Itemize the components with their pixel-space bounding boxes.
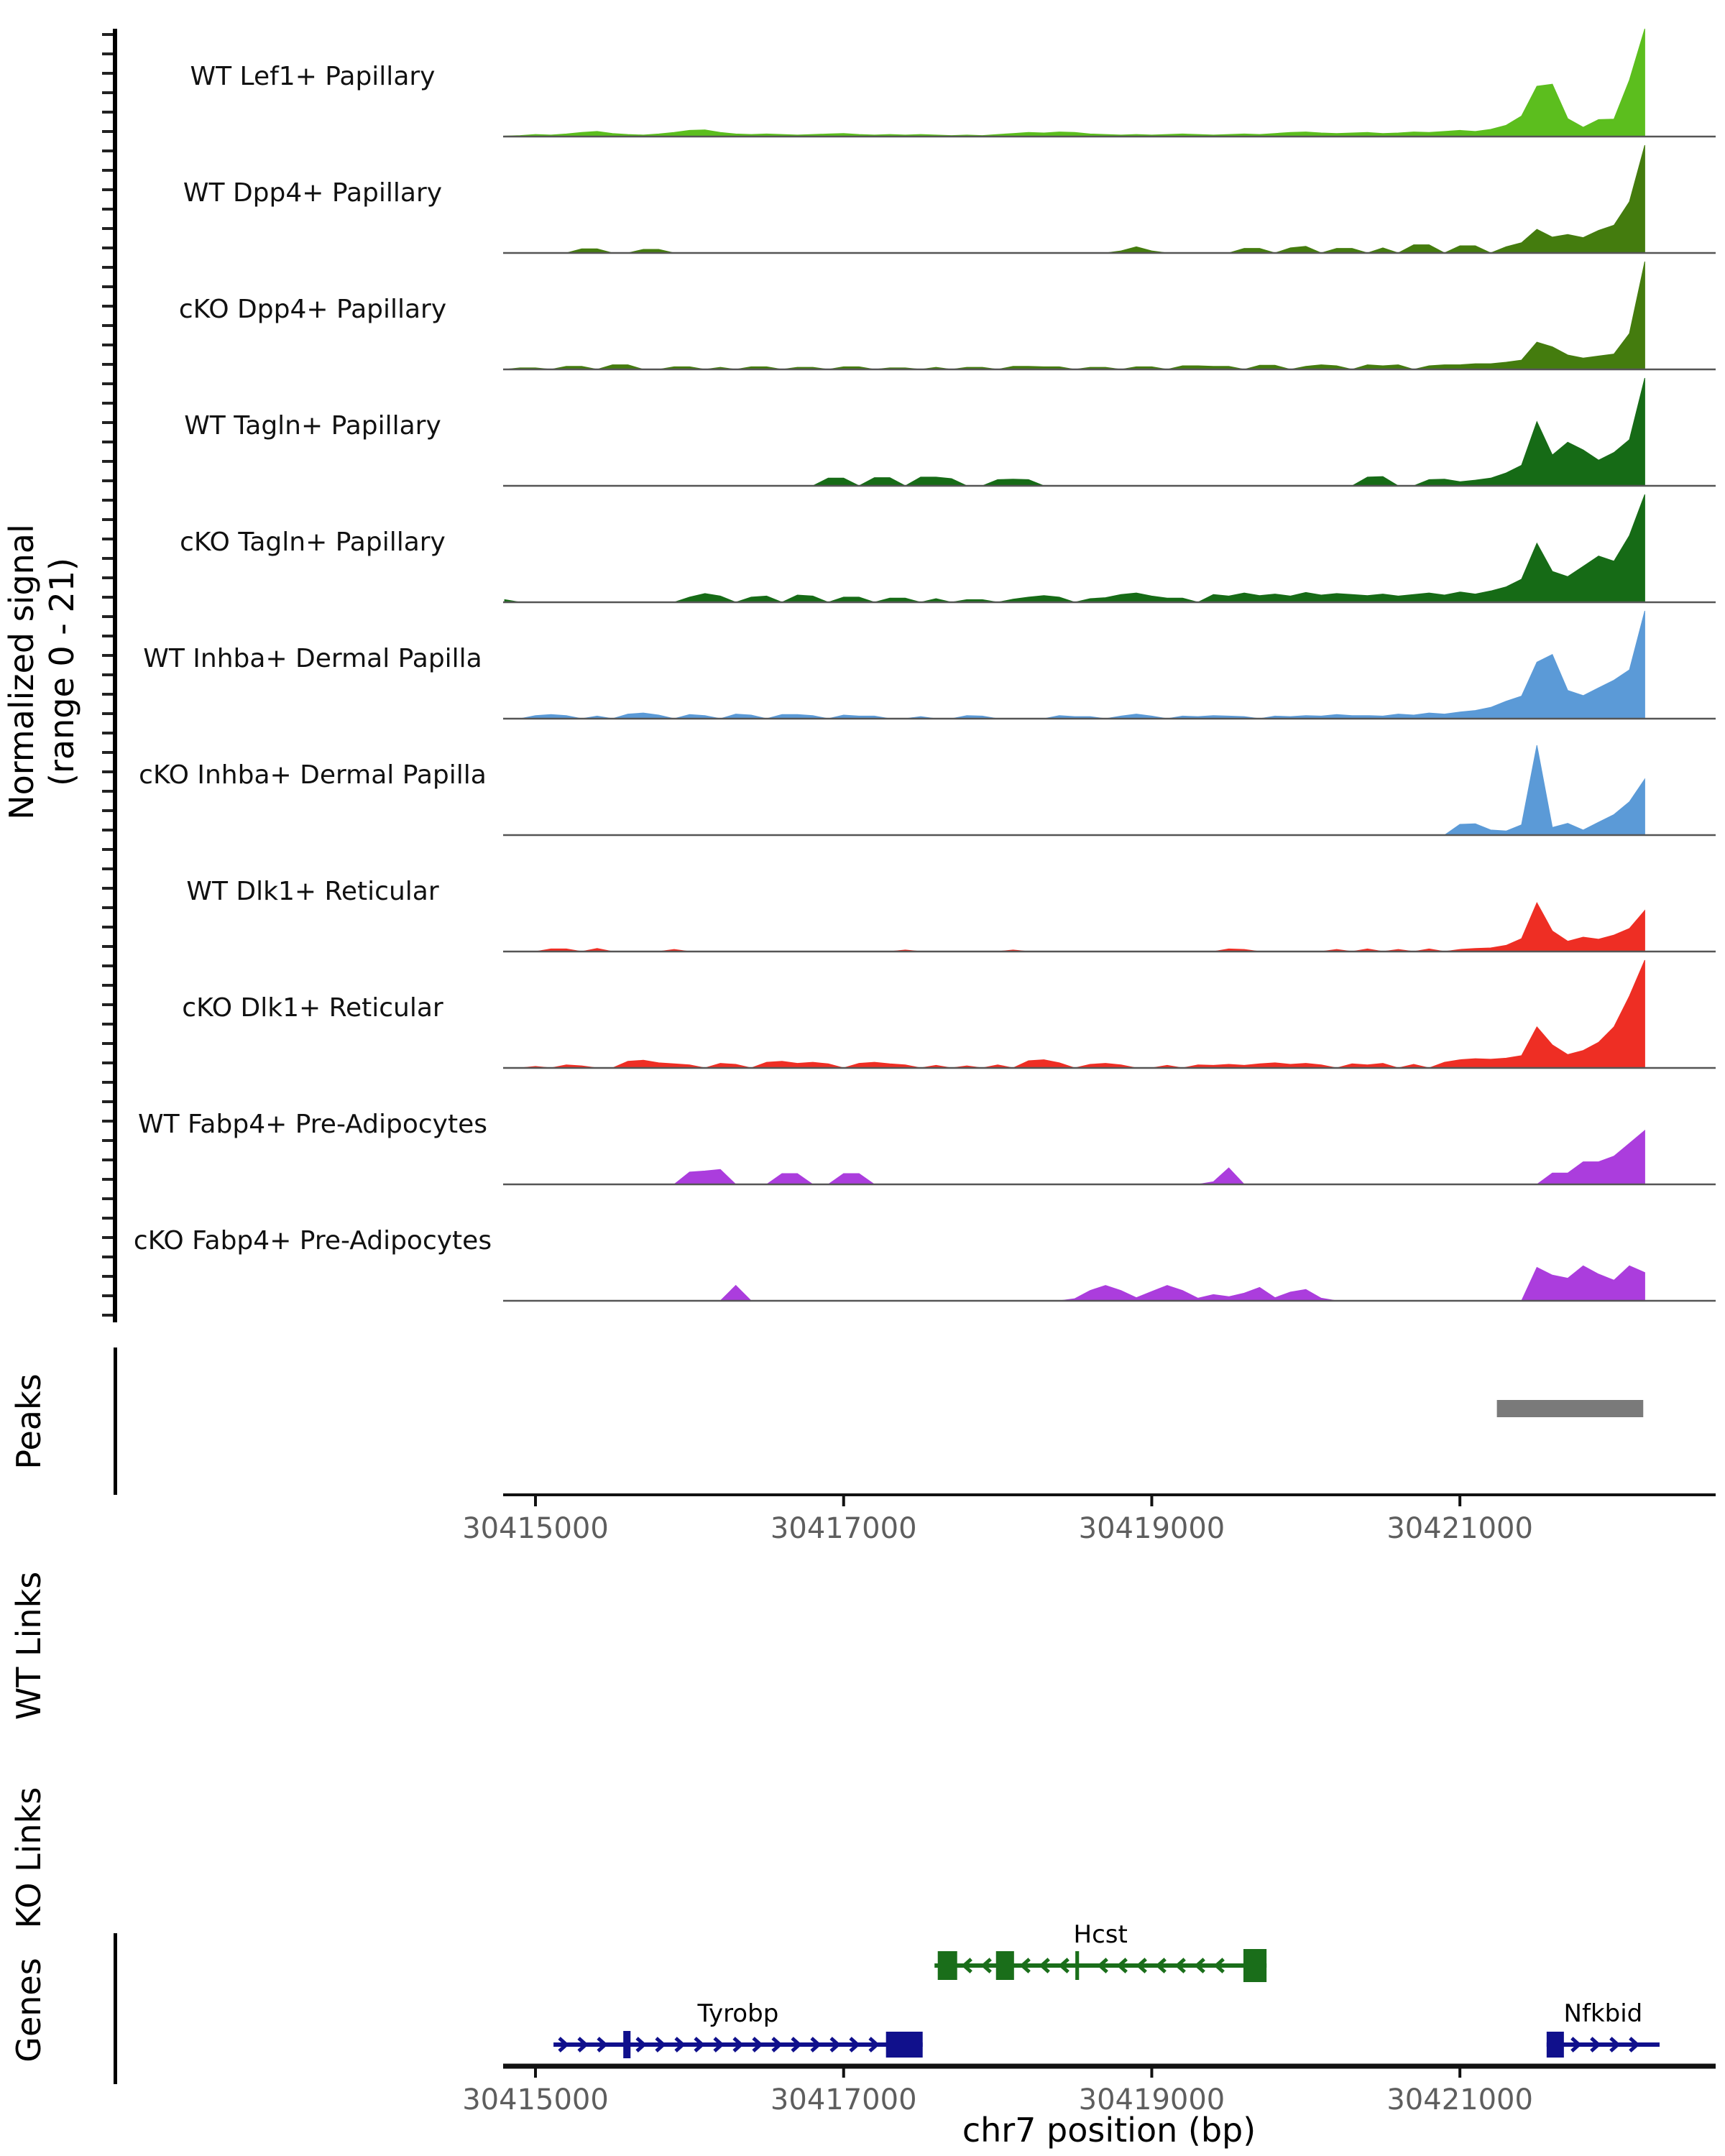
- gene-exon: [938, 1951, 957, 1980]
- track-label: WT Dlk1+ Reticular: [186, 877, 439, 906]
- y-axis-label-line1: Normalized signal: [2, 524, 41, 820]
- signal-area: [505, 1266, 1644, 1301]
- track-label: WT Lef1+ Papillary: [190, 62, 436, 91]
- track-label: WT Tagln+ Papillary: [184, 411, 441, 441]
- track-label: cKO Dpp4+ Papillary: [178, 295, 447, 324]
- wt-links-section-label: WT Links: [9, 1571, 48, 1720]
- gene-exon: [1075, 1951, 1079, 1980]
- gene-exon: [1547, 2032, 1564, 2058]
- peaks-track-group: [114, 1348, 1643, 1495]
- track-label: cKO Dlk1+ Reticular: [182, 993, 443, 1023]
- peaks-bracket: [114, 1348, 117, 1495]
- track-label: cKO Fabp4+ Pre-Adipocytes: [133, 1226, 492, 1256]
- gene-name-label: Nfkbid: [1563, 1999, 1643, 2028]
- axis-tick-label: 30421000: [1386, 2083, 1533, 2116]
- peak-interval: [1497, 1400, 1644, 1417]
- gene-hcst: [934, 1920, 1266, 1982]
- signal-area: [505, 145, 1644, 253]
- axis-tick-label: 30419000: [1078, 1512, 1225, 1545]
- genes-track-group: [114, 1920, 1660, 2084]
- signal-area: [505, 1130, 1644, 1184]
- gene-exon: [886, 2032, 923, 2058]
- axis-tick-label: 30415000: [462, 1512, 609, 1545]
- signal-area: [505, 745, 1644, 835]
- signal-axis-spine: [113, 29, 117, 1322]
- signal-area: [505, 29, 1644, 137]
- gene-exon: [1243, 1949, 1266, 1982]
- lower-position-axis: [462, 2066, 1716, 2116]
- x-axis-title: chr7 position (bp): [962, 2111, 1256, 2150]
- axis-tick-label: 30419000: [1078, 2083, 1225, 2116]
- axis-tick-label: 30415000: [462, 2083, 609, 2116]
- gene-exon: [623, 2031, 630, 2058]
- gene-exon: [996, 1951, 1014, 1980]
- signal-area: [505, 262, 1644, 369]
- track-label: cKO Tagln+ Papillary: [180, 528, 446, 557]
- axis-tick-label: 30417000: [770, 1512, 917, 1545]
- genes-section-label: Genes: [9, 1958, 48, 2063]
- y-axis-label-line2: (range 0 - 21): [42, 558, 81, 786]
- upper-position-axis: [462, 1495, 1716, 1545]
- track-label: cKO Inhba+ Dermal Papilla: [139, 760, 487, 790]
- axis-tick-label: 30417000: [770, 2083, 917, 2116]
- gene-name-label: Tyrobp: [697, 1999, 779, 2028]
- axis-tick-label: 30421000: [1386, 1512, 1533, 1545]
- signal-area: [505, 903, 1644, 952]
- signal-area: [505, 960, 1644, 1068]
- gene-tyrobp: [553, 1999, 923, 2058]
- peaks-section-label: Peaks: [9, 1373, 48, 1470]
- gene-nfkbid: [1547, 1999, 1660, 2058]
- track-label: WT Inhba+ Dermal Papilla: [143, 644, 482, 673]
- signal-area: [505, 378, 1644, 486]
- track-label: WT Dpp4+ Papillary: [183, 178, 443, 208]
- signal-tracks-group: [102, 29, 1716, 1322]
- genes-bracket: [114, 1933, 117, 2084]
- ko-links-section-label: KO Links: [9, 1787, 48, 1929]
- signal-area: [505, 494, 1644, 602]
- signal-area: [505, 611, 1644, 719]
- gene-name-label: Hcst: [1073, 1920, 1128, 1949]
- track-label: WT Fabp4+ Pre-Adipocytes: [138, 1110, 487, 1139]
